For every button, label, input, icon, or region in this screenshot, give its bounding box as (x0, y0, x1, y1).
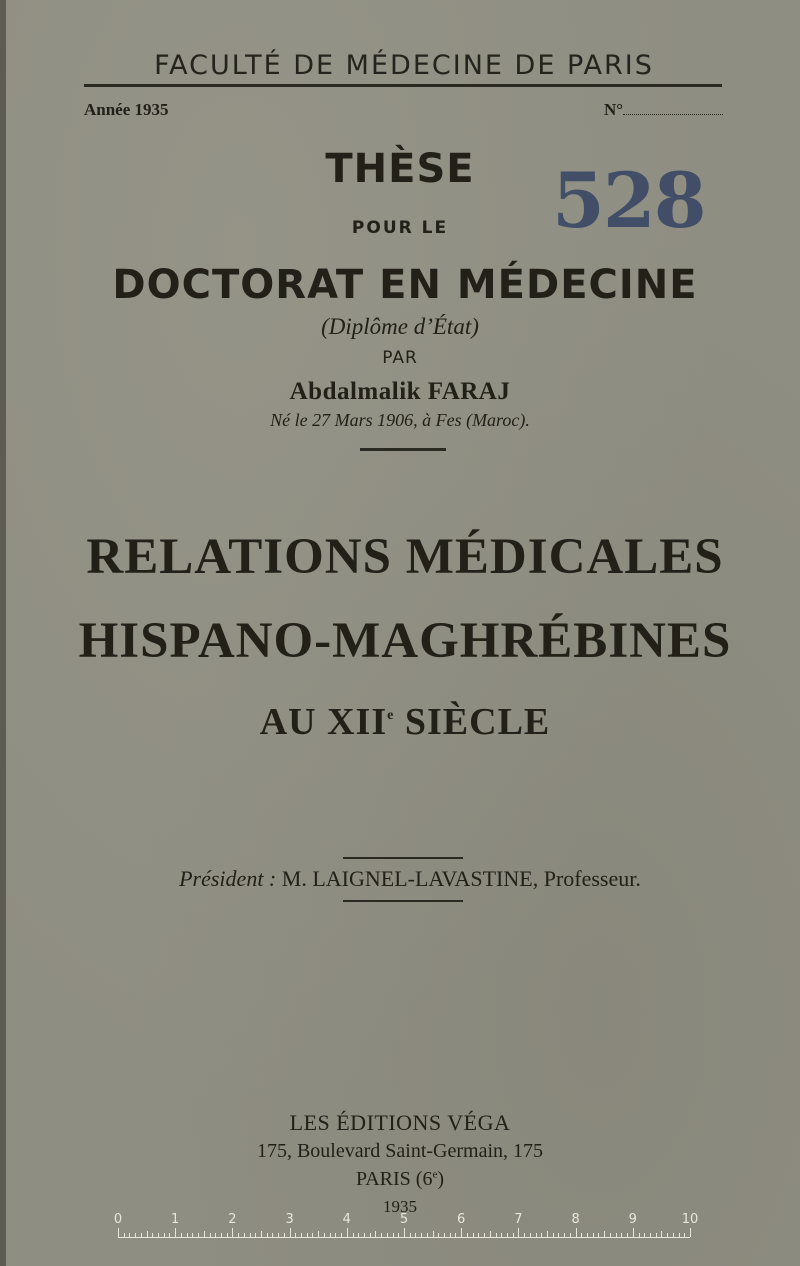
ruler-tick (621, 1233, 622, 1237)
ruler-label: 6 (457, 1212, 466, 1227)
ruler-label: 2 (228, 1212, 237, 1227)
ruler-tick (438, 1233, 439, 1237)
ruler-tick (147, 1231, 148, 1237)
ruler-tick (129, 1233, 130, 1237)
city-part-a: PARIS (6 (355, 1168, 433, 1190)
ruler-tick (576, 1228, 577, 1237)
ruler-tick (415, 1233, 416, 1237)
scale-ruler (113, 1208, 699, 1240)
these-title: THÈSE (325, 146, 475, 192)
ruler-tick (553, 1233, 554, 1237)
ruler-tick (381, 1233, 382, 1237)
ruler-tick (181, 1233, 182, 1237)
ruler-tick (227, 1233, 228, 1237)
ruler-tick (187, 1233, 188, 1237)
ruler-tick (633, 1228, 634, 1237)
ruler-tick (398, 1233, 399, 1237)
stamp-number: 528 (552, 156, 705, 245)
ruler-tick (673, 1233, 674, 1237)
ruler-tick (444, 1233, 445, 1237)
ruler-tick (267, 1233, 268, 1237)
page-edge (0, 0, 6, 1266)
ruler-tick (152, 1233, 153, 1237)
ruler-tick (518, 1228, 519, 1237)
ruler-tick (164, 1233, 165, 1237)
city-superscript: e (432, 1168, 438, 1181)
ruler-tick (295, 1233, 296, 1237)
header-rule (84, 84, 722, 87)
author-name: Abdalmalik FARAJ (289, 378, 511, 405)
ruler-label: 7 (514, 1212, 523, 1227)
ruler-tick (478, 1233, 479, 1237)
ruler-tick (484, 1233, 485, 1237)
publisher-address: 175, Boulevard Saint-Germain, 175 (256, 1140, 544, 1162)
ruler-label: 10 (681, 1212, 699, 1227)
city-part-b: ) (437, 1168, 445, 1190)
ruler-tick (198, 1233, 199, 1237)
ruler-tick (513, 1233, 514, 1237)
ruler-tick (404, 1228, 405, 1237)
ruler-tick (370, 1233, 371, 1237)
ruler-tick (387, 1233, 388, 1237)
ruler-tick (564, 1233, 565, 1237)
ruler-tick (644, 1233, 645, 1237)
ruler-tick (204, 1231, 205, 1237)
ruler-label: 8 (571, 1212, 580, 1227)
ruler-label: 0 (113, 1212, 123, 1227)
ruler-tick (530, 1233, 531, 1237)
ruler-tick (272, 1233, 273, 1237)
ruler-tick (255, 1233, 256, 1237)
ruler-tick (335, 1233, 336, 1237)
ruler-tick (318, 1231, 319, 1237)
ruler-tick (158, 1233, 159, 1237)
title-line3-part-a: AU XII (259, 701, 388, 743)
ruler-tick (461, 1228, 462, 1237)
number-field (604, 100, 723, 120)
ruler-tick (221, 1233, 222, 1237)
ruler-tick (536, 1233, 537, 1237)
ruler-tick (496, 1233, 497, 1237)
ruler-tick (639, 1233, 640, 1237)
ruler-tick (650, 1233, 651, 1237)
ruler-tick (616, 1233, 617, 1237)
ruler-tick (473, 1233, 474, 1237)
ruler-tick (524, 1233, 525, 1237)
ruler-tick (364, 1233, 365, 1237)
ruler-tick (118, 1228, 119, 1237)
degree-title: DOCTORAT EN MÉDECINE (112, 262, 698, 308)
ruler-tick (610, 1233, 611, 1237)
ruler-label: 4 (342, 1212, 351, 1227)
ruler-tick (278, 1233, 279, 1237)
ruler-tick (604, 1231, 605, 1237)
ruler-tick (250, 1233, 251, 1237)
ruler-tick (210, 1233, 211, 1237)
ruler-label: 5 (399, 1212, 409, 1227)
ruler-tick (507, 1233, 508, 1237)
ruler-tick (433, 1231, 434, 1237)
pour-le: POUR LE (351, 218, 449, 238)
ruler-tick (684, 1233, 685, 1237)
ruler-tick (593, 1233, 594, 1237)
year-label: Année 1935 (84, 100, 169, 119)
ruler-tick (353, 1233, 354, 1237)
ruler-tick (450, 1233, 451, 1237)
ruler-tick (341, 1233, 342, 1237)
ruler-tick (393, 1233, 394, 1237)
title-line3-part-b: SIÈCLE (394, 701, 551, 743)
ruler-tick (175, 1228, 176, 1237)
ruler-tick (455, 1233, 456, 1237)
number-dotted-line (623, 100, 723, 115)
author-birth: Né le 27 Mars 1906, à Fes (Maroc). (270, 410, 530, 430)
ruler-tick (312, 1233, 313, 1237)
ruler-tick (410, 1233, 411, 1237)
ruler-tick (124, 1233, 125, 1237)
ruler-tick (261, 1231, 262, 1237)
publisher-city (200, 1168, 600, 1191)
ruler-tick (598, 1233, 599, 1237)
ruler-tick (467, 1233, 468, 1237)
ruler-tick (238, 1233, 239, 1237)
number-label: N° (604, 100, 624, 119)
ruler-tick (679, 1233, 680, 1237)
ruler-label: 9 (628, 1212, 637, 1227)
president-rule-bottom (343, 900, 463, 902)
ruler-tick (232, 1228, 233, 1237)
ruler-tick (627, 1233, 628, 1237)
ruler-tick (667, 1233, 668, 1237)
ruler-tick (215, 1233, 216, 1237)
ruler-label: 3 (285, 1212, 294, 1227)
thesis-title-line-2: HISPANO-MAGHRÉBINES (78, 613, 732, 669)
ruler-tick (347, 1228, 348, 1237)
ruler-tick (307, 1233, 308, 1237)
ruler-tick (570, 1233, 571, 1237)
publisher-name: LES ÉDITIONS VÉGA (289, 1110, 511, 1135)
president-label: Président : (179, 866, 277, 891)
ruler-tick (656, 1233, 657, 1237)
ruler-baseline (118, 1237, 690, 1238)
ruler-tick (284, 1233, 285, 1237)
ruler-tick (490, 1231, 491, 1237)
ruler-tick (358, 1233, 359, 1237)
ruler-label: 1 (171, 1212, 180, 1227)
title-line3-superscript: e (387, 708, 395, 723)
ruler-tick (375, 1231, 376, 1237)
ruler-tick (661, 1231, 662, 1237)
ruler-tick (169, 1233, 170, 1237)
publication-year: 1935 (383, 1197, 417, 1216)
ruler-tick (427, 1233, 428, 1237)
thesis-title-line-1: RELATIONS MÉDICALES (86, 529, 724, 585)
ruler-tick (135, 1233, 136, 1237)
ruler-tick (330, 1233, 331, 1237)
par-label: PAR (382, 348, 418, 368)
ruler-tick (581, 1233, 582, 1237)
ruler-tick (290, 1228, 291, 1237)
ruler-tick (421, 1233, 422, 1237)
president-name: M. LAIGNEL-LAVASTINE, Professeur. (276, 866, 641, 891)
ruler-tick (324, 1233, 325, 1237)
president-line (100, 866, 720, 892)
thesis-title-line-3 (150, 700, 660, 744)
ruler-tick (141, 1233, 142, 1237)
ruler-tick (501, 1233, 502, 1237)
ruler-tick (301, 1233, 302, 1237)
ruler-tick (541, 1233, 542, 1237)
president-rule-top (343, 857, 463, 859)
ruler-tick (244, 1233, 245, 1237)
ruler-tick (558, 1233, 559, 1237)
ruler-tick (192, 1233, 193, 1237)
ruler-tick (587, 1233, 588, 1237)
ruler-tick (690, 1228, 691, 1237)
ruler-tick (547, 1231, 548, 1237)
diploma-note: (Diplôme d’État) (321, 314, 479, 339)
faculty-header: FACULTÉ DE MÉDECINE DE PARIS (154, 50, 654, 81)
divider-rule (360, 448, 446, 451)
